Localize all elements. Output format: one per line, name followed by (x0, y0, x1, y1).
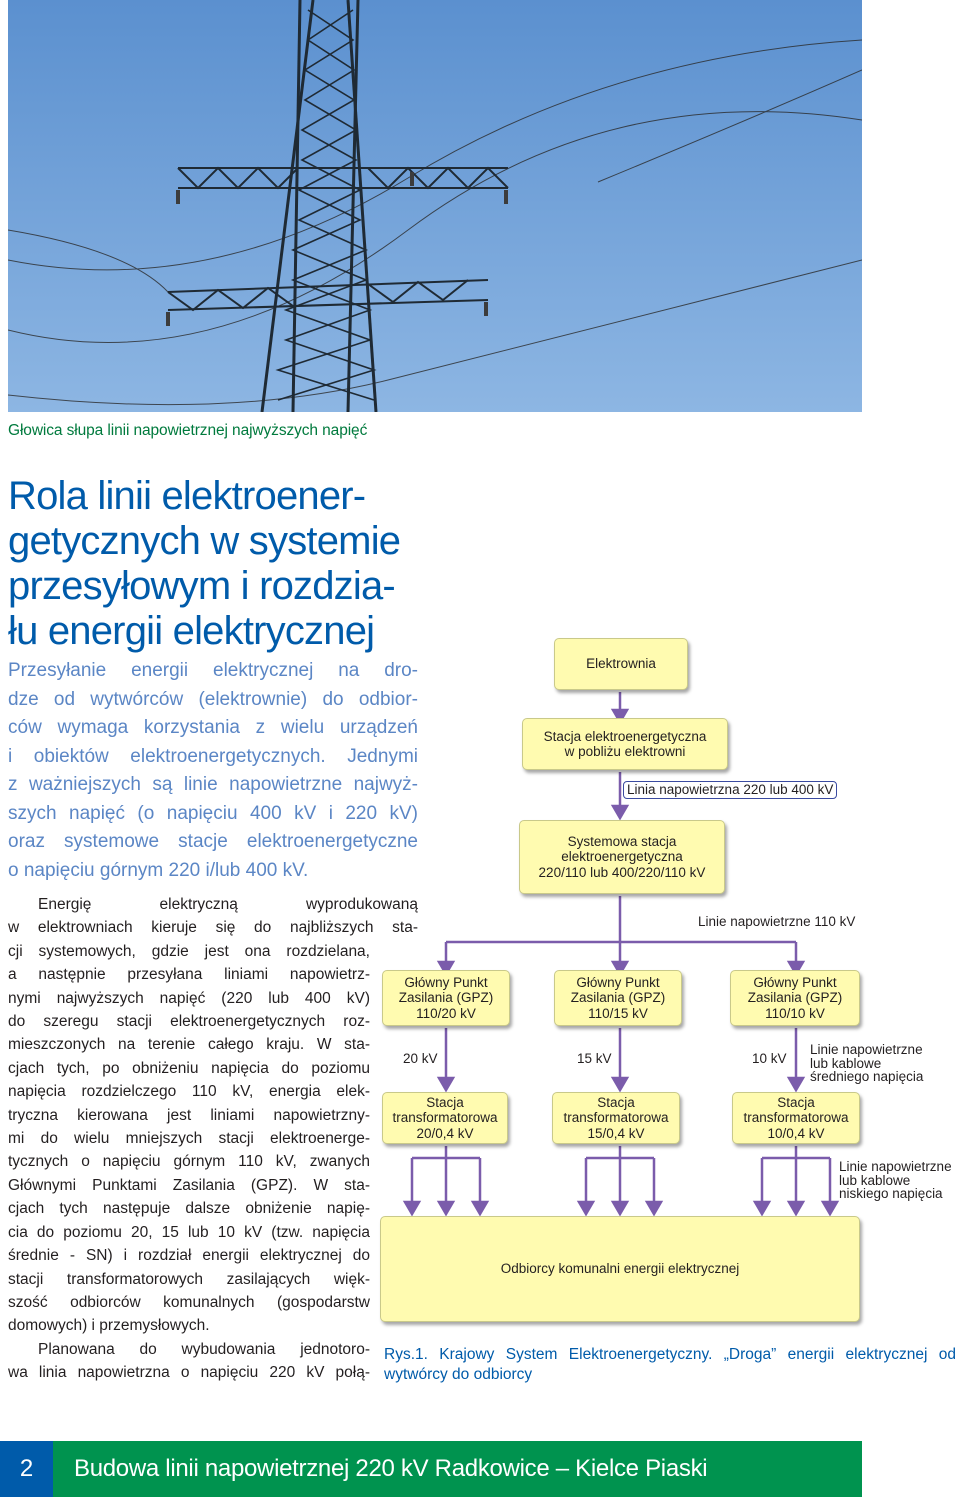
gpz-label: Główny Punkt (753, 974, 837, 990)
gpz-label: Główny Punkt (404, 974, 488, 990)
odbiorcy-box (380, 1216, 860, 1322)
stacja-tr-label: Stacja (777, 1094, 815, 1110)
gpz-label: Zasilania (GPZ) (747, 990, 843, 1006)
stacja-tr-label: transformatorowa (563, 1110, 669, 1126)
title-line: łu energii elektrycznej (8, 609, 375, 653)
systemowa-label: Systemowa stacja (567, 833, 677, 849)
body-line: a następnie przesyłana liniami napowietrz- (8, 966, 370, 984)
body-line: cjach tych, po obniżeniu napięcia do poziomu (8, 1059, 370, 1077)
lead-paragraph (8, 657, 418, 885)
sn-label-line: Linie napowietrzne (810, 1042, 923, 1057)
gpz-box (382, 970, 510, 1026)
body-line: średnie - SN) i rozdział energii elektrycznej do (8, 1247, 370, 1265)
lead-line: ców wymaga korzystania z wielu urządzeń (8, 717, 418, 738)
body-line: mieszczonych na terenie całego kraju. W sta- (8, 1036, 370, 1054)
body-line: cia do poziomu 20, 15 lub 10 kV (tzw. napięcia (8, 1223, 370, 1241)
lead-line: o napięciu górnym 220 i/lub 400 kV. (8, 859, 309, 881)
gpz-box (554, 970, 682, 1026)
stacja-transformatorowa-box (552, 1092, 680, 1144)
stacja-near-label: w pobliżu elektrowni (564, 744, 686, 759)
body-line: cjach tych następuje dalsze obniżenie napię- (8, 1200, 370, 1218)
body-line: w elektrowniach kieruje się do najbliższych sta- (8, 919, 418, 937)
sn-label (810, 1043, 923, 1084)
body-line: tryczna kierowana jest liniami napowietrzny- (8, 1106, 370, 1124)
body-line: Planowana do wybudowania jednotoro- (38, 1340, 370, 1358)
nn-label (839, 1160, 952, 1201)
gpz-label: 110/10 kV (765, 1005, 825, 1021)
body-line: szość odbiorców komunalnych (gospodarstw (8, 1293, 370, 1311)
kv-label: 20 kV (403, 1051, 438, 1066)
stacja-tr-label: 10/0,4 kV (767, 1125, 825, 1141)
stacja-tr-label: transformatorowa (743, 1110, 849, 1126)
figure-caption-line: Rys.1. Krajowy System Elektroenergetyczny. „Droga” energii elektrycznej od (384, 1346, 956, 1363)
stacja-near-box (522, 718, 728, 770)
title-line: Rola linii elektroener- (8, 474, 366, 518)
lead-line: Przesyłanie energii elektrycznej na dro- (8, 660, 418, 681)
stacja-near-label: Stacja elektroenergetyczna (543, 728, 707, 744)
gpz-label: 110/15 kV (588, 1005, 648, 1021)
stacja-tr-label: Stacja (426, 1094, 464, 1110)
systemowa-label: 220/110 lub 400/220/110 kV (538, 864, 706, 880)
systemowa-stacja-box (519, 820, 725, 894)
elektrownia-box (554, 638, 688, 690)
sn-label-line: lub kablowe (810, 1055, 882, 1071)
nn-label-line: lub kablowe (839, 1172, 911, 1188)
photo-caption: Głowica słupa linii napowietrznej najwyższych napięć (8, 422, 368, 439)
page-title (8, 474, 448, 654)
kv-label: 10 kV (752, 1051, 787, 1066)
lead-line: szych napięć (o napięciu 400 kV i 220 kV) (8, 802, 418, 824)
nn-label-line: niskiego napięcia (839, 1186, 943, 1201)
kv-label: 15 kV (577, 1051, 612, 1066)
gpz-label: Główny Punkt (576, 974, 660, 990)
linie-110-label: Linie napowietrzne 110 kV (698, 914, 856, 929)
figure-caption-line: wytwórcy do odbiorcy (384, 1366, 533, 1383)
body-line: do szeregu stacji elektroenergetycznych roz- (8, 1013, 370, 1031)
gpz-box (730, 970, 860, 1026)
footer-title: Budowa linii napowietrznej 220 kV Radkowice – Kielce Piaski (53, 1441, 862, 1497)
stacja-tr-label: 15/0,4 kV (587, 1125, 645, 1141)
figure-caption (384, 1345, 956, 1385)
body-paragraph (8, 893, 418, 1385)
body-line: domowych) i przemysłowych. (8, 1317, 210, 1335)
body-line: Głównymi Punktami Zasilania (GPZ). W sta- (8, 1176, 370, 1194)
odbiorcy-label: Odbiorcy komunalni energii elektrycznej (500, 1261, 740, 1277)
linia-220-400-label: Linia napowietrzna 220 lub 400 kV (623, 781, 837, 799)
stacja-transformatorowa-box (382, 1092, 508, 1144)
gpz-label: Zasilania (GPZ) (570, 990, 666, 1006)
gpz-label: 110/20 kV (416, 1005, 476, 1021)
elektrownia-label: Elektrownia (586, 656, 656, 672)
sn-label-line: średniego napięcia (810, 1069, 924, 1084)
title-line: przesyłowym i rozdzia- (8, 564, 395, 608)
power-pylon-photo (8, 0, 862, 412)
stacja-tr-label: 20/0,4 kV (416, 1125, 474, 1141)
stacja-transformatorowa-box (732, 1092, 860, 1144)
gpz-label: Zasilania (GPZ) (398, 990, 494, 1006)
body-line: stacji transformatorowych zasilających więk- (8, 1270, 370, 1288)
page-number: 2 (0, 1441, 53, 1497)
page-footer (0, 1441, 862, 1497)
body-line: Energię elektryczną wyprodukowaną (38, 896, 418, 913)
stacja-tr-label: transformatorowa (392, 1110, 498, 1126)
systemowa-label: elektroenergetyczna (561, 849, 683, 865)
body-line: napięcia rozdzielczego 110 kV, energia elek- (8, 1083, 370, 1101)
lead-line: z ważniejszych są linie napowietrzne najwyż- (8, 774, 418, 795)
body-line: mi do wielu mniejszych stacji elektroenerge- (8, 1130, 370, 1148)
title-line: getycznych w systemie (8, 519, 401, 563)
body-line: nymi najwyższych napięć (220 lub 400 kV) (8, 989, 370, 1007)
body-line: tycznych o napięciu górnym 110 kV, zwanych (8, 1153, 370, 1171)
lead-line: oraz systemowe stacje elektroenergetyczne (8, 831, 418, 852)
stacja-tr-label: Stacja (597, 1094, 635, 1110)
body-line: cji systemowych, gdzie jest ona rozdzielana, (8, 942, 370, 960)
energy-path-diagram (376, 630, 960, 1330)
nn-label-line: Linie napowietrzne (839, 1159, 952, 1174)
lead-line: dze od wytwórców (elektrownie) do odbior- (8, 688, 418, 710)
body-line: wa linia napowietrzna o napięciu 220 kV połą- (8, 1364, 370, 1382)
lead-line: i obiektów elektroenergetycznych. Jednymi (8, 745, 418, 767)
